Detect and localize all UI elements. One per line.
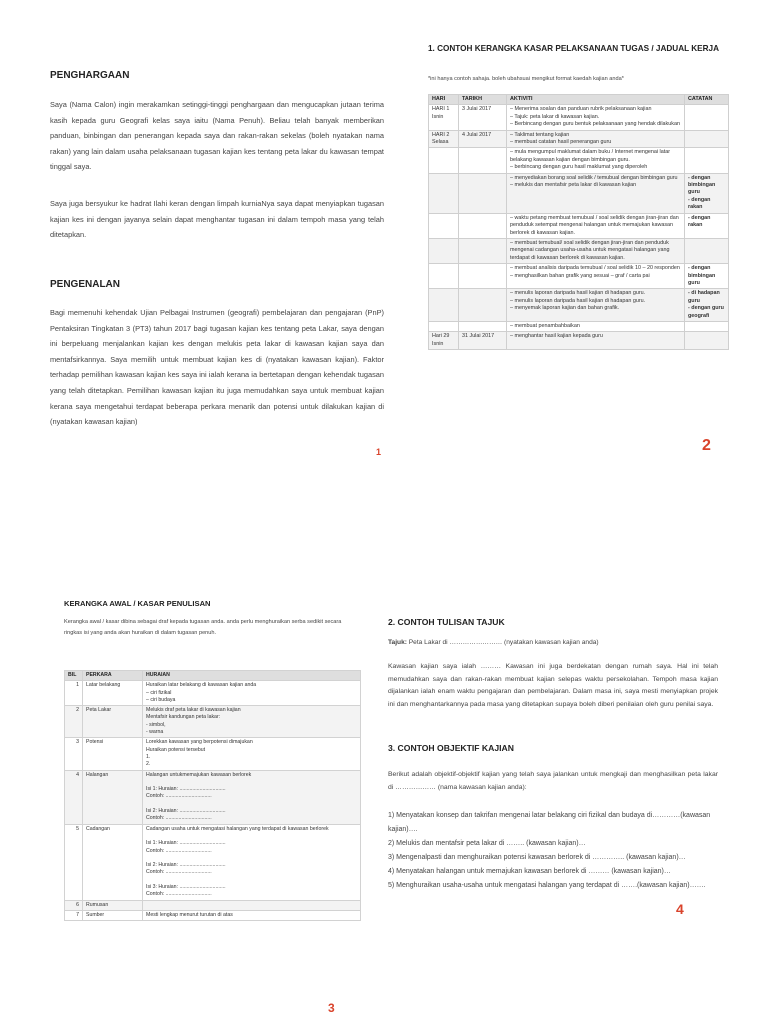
page-3: [0, 555, 384, 1024]
cell-aktiviti: – membuat penambahbaikan: [507, 321, 685, 331]
cell-catatan: - dengan rakan: [685, 213, 729, 238]
table-row: [429, 321, 729, 331]
objective-item: 3) Mengenalpasti dan menghuraikan potensi kawasan berlorek di ………….. (kawasan kajian)…: [388, 854, 686, 861]
cell-bil: 5: [65, 824, 83, 900]
cell-huraian: Cadangan usaha untuk mengatasi halangan yang terdapat di kawasan berlorek Isi 1: Huraian: ................................ Contoh: ................................ Isi 2: Huraian: ................................ Contoh: ................................ Isi 3: Huraian: ................................ Contoh: ................................: [143, 824, 361, 900]
cell-hari: [429, 321, 459, 331]
cell-huraian: Melukis draf peta lakar di kawasan kajian Mentafsir kandungan peta lakar: - simbol, - warna: [143, 706, 361, 738]
cell-catatan: [685, 105, 729, 130]
cell-tarikh: [459, 173, 507, 213]
objective-item: 2) Melukis dan mentafsir peta lakar di …….. (kawasan kajian)…: [388, 840, 586, 847]
page-number: 4: [676, 901, 684, 917]
cell-bil: 1: [65, 681, 83, 706]
tajuk-label: Tajuk:: [388, 639, 407, 646]
cell-catatan: - di hadapan guru - dengan guru geografi: [685, 289, 729, 322]
cell-aktiviti: – mula mengumpul maklumat dalam buku / Internet mengenai latar belakang kawasan kajian dengan bimbingan guru. – berbincang dengan guru hasil maklumat yang diperoleh: [507, 148, 685, 173]
cell-hari: HARI 2 Selasa: [429, 130, 459, 148]
cell-catatan: [685, 148, 729, 173]
paragraph-objektif-intro: Berikut adalah objektif-objektif kajian yang telah saya jalankan untuk mengkaji dan menghasilkan peta lakar di ……………… (nama kawasan kajian anda):: [388, 771, 718, 791]
table-row: [429, 130, 729, 148]
tajuk-line: [388, 639, 599, 646]
heading-objektif: 3. CONTOH OBJEKTIF KAJIAN: [388, 743, 514, 753]
cell-catatan: - dengan bimbingan guru - dengan rakan: [685, 173, 729, 213]
table-header-row: [429, 95, 729, 105]
schedule-note: *ini hanya contoh sahaja. boleh ubahsuai mengikut format kaedah kajian anda*: [428, 76, 624, 82]
paragraph-kawasan-kajian: Kawasan kajian saya ialah ……… Kawasan ini juga berdekatan dengan rumah saya. Hal ini telah memudahkan saya dan rakan-rakan membuat kajian selepas waktu persekolahan. Tempoh masa kajian dijalankan ialah enam waktu pengajaran dan pembelajaran. Dalam masa ini, saya mesti menyiapkan projek ini dan menghantarkannya pada masa yang ditetapkan supaya boleh diberi penilaian oleh guru penilai saya.: [388, 663, 718, 708]
cell-aktiviti: – menulis laporan daripada hasil kajian di hadapan guru. – menulis laporan daripada hasil kajian di hadapan guru. – menyemak laporan kajian dan bahan grafik.: [507, 289, 685, 322]
paragraph-pengenalan: Bagi memenuhi kehendak Ujian Pelbagai Instrumen (geografi) pembelajaran dan pengajaran (PnP) Pentaksiran Tingkatan 3 (PT3) tahun 2017 bagi tugasan kajian kes tentang peta Lakar, saya dengan ini berpeluang menjalankan kajian kes dengan melukis peta lakar di kawasan kajian saya dan mentafsirkannya. Saya memilih untuk membuat kajian kes di (nyatakan kawasan kajian). Faktor terhadap pemilihan kawasan kajian kes saya ini ialah kerana ia bertetapan dengan kehendak tugasan yang telah ditetapkan. Pemilihan kawasan kajian itu juga memudahkan saya untuk membuat kajian kerana saya mengetahui terdapat beberapa perkara menarik dan potensi untuk dilakukan kajian di (nyatakan kawasan kajian): [50, 308, 384, 427]
cell-hari: Hari 29 Isnin: [429, 332, 459, 350]
objective-list: [388, 809, 718, 893]
col-perkara: PERKARA: [83, 671, 143, 681]
col-catatan: CATATAN: [685, 95, 729, 105]
cell-huraian: Lorekkan kawasan yang berpotensi dimajukan Huraikan potensi tersebut 1. 2.: [143, 738, 361, 770]
table-row: [65, 910, 361, 920]
cell-bil: 3: [65, 738, 83, 770]
page-number: 2: [702, 437, 711, 454]
cell-huraian: Mesti lengkap menurut turutan di atas: [143, 910, 361, 920]
table-row: [429, 173, 729, 213]
cell-bil: 4: [65, 770, 83, 824]
cell-perkara: Latar belakang: [83, 681, 143, 706]
table-row: [429, 332, 729, 350]
schedule-title: 1. CONTOH KERANGKA KASAR PELAKSANAAN TUGAS / JADUAL KERJA: [428, 44, 719, 53]
heading-penghargaan: PENGHARGAAN: [50, 70, 130, 81]
cell-catatan: [685, 332, 729, 350]
cell-huraian: Halangan untukmemajukan kawasan berlorek Isi 1: Huraian: ................................ Contoh: ................................ Isi 2: Huraian: ................................ Contoh: ................................: [143, 770, 361, 824]
page-1: [0, 0, 384, 500]
col-bil: BIL: [65, 671, 83, 681]
outline-intro: Kerangka awal / kasar dibina sebagai draf kepada tugasan anda. anda perlu menghuraikan serba sedikit secara ringkas isi yang anda akan huraikan di dalam tugasan penuh.: [64, 619, 342, 636]
cell-catatan: [685, 321, 729, 331]
cell-tarikh: [459, 213, 507, 238]
cell-perkara: Potensi: [83, 738, 143, 770]
cell-bil: 2: [65, 706, 83, 738]
cell-catatan: - dengan bimbingan guru: [685, 264, 729, 289]
cell-aktiviti: – Taklimat tentang kajian – membuat catatan hasil penerangan guru: [507, 130, 685, 148]
table-row: [65, 824, 361, 900]
objective-item: 1) Menyatakan konsep dan takrifan mengenai latar belakang ciri fizikal dan budaya di…………(kawasan kajian)….: [388, 812, 711, 833]
cell-tarikh: [459, 321, 507, 331]
cell-perkara: Cadangan: [83, 824, 143, 900]
cell-tarikh: [459, 289, 507, 322]
cell-catatan: [685, 130, 729, 148]
page-2: [384, 0, 768, 500]
outline-title: KERANGKA AWAL / KASAR PENULISAN: [64, 599, 211, 608]
table-row: [429, 148, 729, 173]
cell-hari: [429, 289, 459, 322]
table-row: [65, 900, 361, 910]
cell-bil: 7: [65, 910, 83, 920]
cell-aktiviti: – membuat analisis daripada temubual / soal selidik 10 – 20 responden – menghasilkan bahan grafik yang sesuai – graf / carta pai: [507, 264, 685, 289]
cell-huraian: Huraikan latar belakang di kawasan kajian anda – ciri fizikal – ciri budaya: [143, 681, 361, 706]
tajuk-text: Peta Lakar di …………………… (nyatakan kawasan kajian anda): [406, 639, 599, 646]
table-row: [429, 289, 729, 322]
cell-aktiviti: – waktu petang membuat temubual / soal selidik dengan jiran-jiran dan penduduk setempat mengenai halangan untuk memajukan kawasan berlorek di kawasan kajian.: [507, 213, 685, 238]
col-aktiviti: AKTIVITI: [507, 95, 685, 105]
cell-hari: [429, 173, 459, 213]
cell-tarikh: [459, 264, 507, 289]
heading-contoh-tajuk: 2. CONTOH TULISAN TAJUK: [388, 617, 505, 627]
schedule-table: [428, 94, 729, 350]
cell-hari: [429, 148, 459, 173]
cell-hari: HARI 1 Isnin: [429, 105, 459, 130]
table-row: [65, 706, 361, 738]
table-row: [65, 681, 361, 706]
page-number: 1: [376, 447, 382, 457]
cell-aktiviti: – Menerima soalan dan panduan rubrik pelaksanaan kajian – Tajuk: peta lakar di kawasan kajian. – Berbincang dengan guru bentuk pelaksanaan yang hendak dilakukan: [507, 105, 685, 130]
cell-aktiviti: – menyediakan borang soal selidik / temubual dengan bimbingan guru – melukis dan mentafsir peta lakar di kawasan kajian: [507, 173, 685, 213]
objective-item: 5) Menghuraikan usaha-usaha untuk mengatasi halangan yang terdapat di …….(kawasan kajian)…….: [388, 882, 706, 889]
cell-aktiviti: – menghantar hasil kajian kepada guru: [507, 332, 685, 350]
table-header-row: [65, 671, 361, 681]
cell-perkara: Sumber: [83, 910, 143, 920]
table-row: [65, 738, 361, 770]
cell-perkara: Peta Lakar: [83, 706, 143, 738]
cell-huraian: [143, 900, 361, 910]
cell-hari: [429, 264, 459, 289]
col-huraian: HURAIAN: [143, 671, 361, 681]
cell-bil: 6: [65, 900, 83, 910]
col-tarikh: TARIKH: [459, 95, 507, 105]
objective-item: 4) Menyatakan halangan untuk memajukan kawasan berlorek di ……… (kawasan kajian)…: [388, 868, 671, 875]
table-row: [429, 264, 729, 289]
cell-tarikh: 4 Julai 2017: [459, 130, 507, 148]
outline-table: [64, 670, 361, 921]
table-row: [429, 213, 729, 238]
cell-hari: [429, 238, 459, 263]
cell-aktiviti: – membuat temubual/ soal selidik dengan jiran-jiran dan penduduk mengenai cadangan usaha-usaha untuk mengatasi halangan yang terdapat di kawasan berlorek di kawasan kajian.: [507, 238, 685, 263]
cell-hari: [429, 213, 459, 238]
cell-catatan: [685, 238, 729, 263]
page-4: [384, 555, 768, 1024]
table-row: [429, 238, 729, 263]
col-hari: HARI: [429, 95, 459, 105]
paragraph-penghargaan-2: Saya juga bersyukur ke hadrat Ilahi keran dengan limpah kurniaNya saya dapat menyiapkan tugasan kajian kes ini dengan jayanya selain dapat menghantar tugasan ini dalam tempoh masa yang telah ditetapkan.: [50, 199, 384, 240]
cell-perkara: Halangan: [83, 770, 143, 824]
cell-tarikh: 31 Julai 2017: [459, 332, 507, 350]
cell-tarikh: 3 Julai 2017: [459, 105, 507, 130]
cell-tarikh: [459, 238, 507, 263]
page-number: 3: [328, 1001, 335, 1015]
cell-perkara: Rumusan: [83, 900, 143, 910]
table-row: [429, 105, 729, 130]
cell-tarikh: [459, 148, 507, 173]
paragraph-penghargaan-1: Saya (Nama Calon) ingin merakamkan setinggi-tinggi penghargaan dan mengucapkan jutaan terima kasih kepada guru Geografi kelas saya iaitu (Nama Penuh). Beliau telah banyak memberikan panduan, binbingan dan penerangan kepada saya dan rakan-rakan sekelas (boleh nyatakan nama rakan) yang lain dalam usaha pelaksanaan tugasan kajian kes tentang peta lakar du kawasan tempat tinggal saya.: [50, 100, 384, 172]
heading-pengenalan: PENGENALAN: [50, 279, 121, 290]
table-row: [65, 770, 361, 824]
